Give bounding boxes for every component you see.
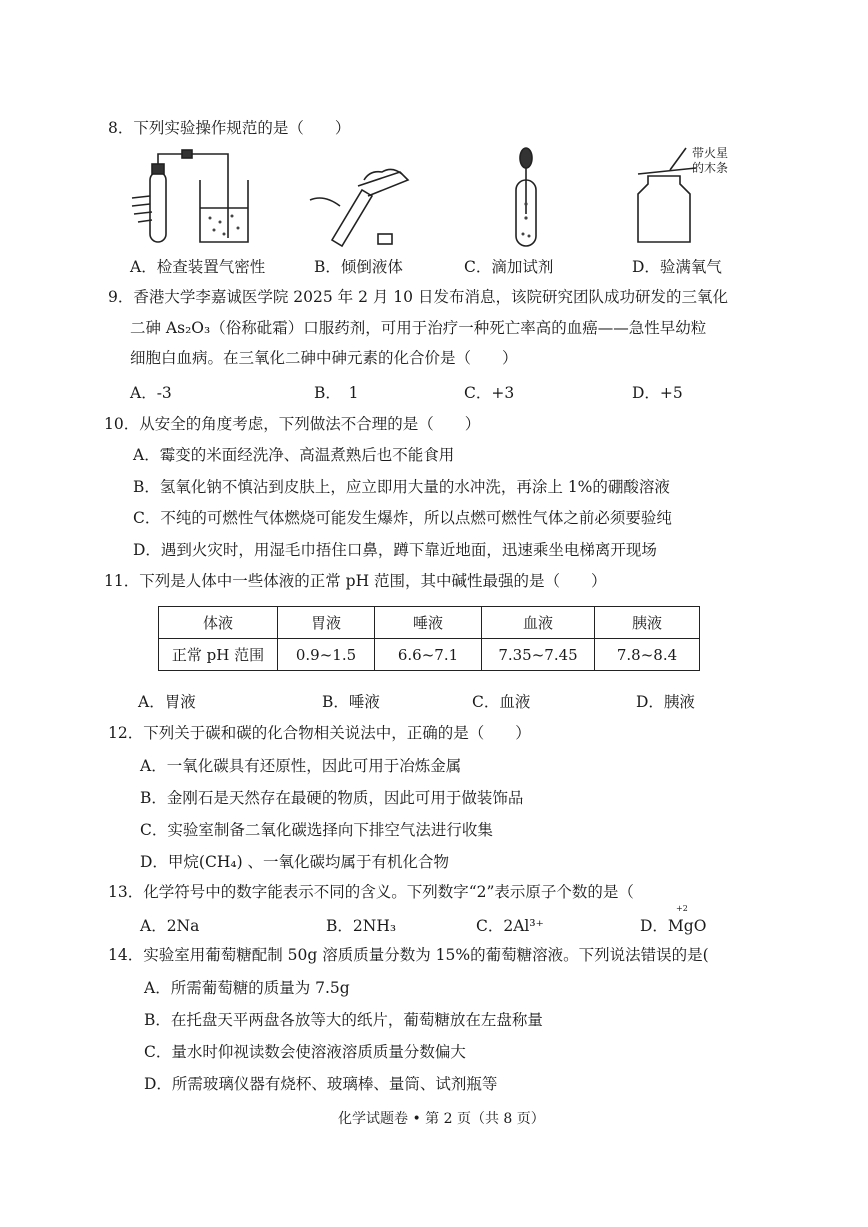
q8-stem: 8．下列实验操作规范的是（ ） bbox=[108, 119, 351, 137]
mg-valence-superscript: +2 bbox=[676, 904, 688, 913]
table-cell: 体液 bbox=[159, 607, 278, 639]
q14-option-d: D．所需玻璃仪器有烧杯、玻璃棒、量筒、试剂瓶等 bbox=[144, 1075, 498, 1093]
q14-option-b: B．在托盘天平两盘各放等大的纸片，葡萄糖放在左盘称量 bbox=[144, 1011, 543, 1029]
q9-option-b: B． 1 bbox=[314, 384, 359, 402]
table-cell: 7.35~7.45 bbox=[482, 639, 595, 671]
q9-line3: 细胞白血病。在三氧化二砷中砷元素的化合价是（ ） bbox=[130, 349, 518, 367]
q8-option-d: D．验满氧气 bbox=[632, 258, 722, 276]
q12-stem: 12．下列关于碳和碳的化合物相关说法中，正确的是（ ） bbox=[108, 724, 531, 742]
q11-option-d: D．胰液 bbox=[636, 693, 695, 711]
q12-option-b: B．金刚石是天然存在最硬的物质，因此可用于做装饰品 bbox=[140, 789, 524, 807]
q8-option-c: C．滴加试剂 bbox=[464, 258, 554, 276]
q14-stem: 14．实验室用葡萄糖配制 50g 溶质质量分数为 15%的葡萄糖溶液。下列说法错误的是( bbox=[108, 946, 709, 964]
pouring-liquid-figure bbox=[310, 150, 420, 250]
q9-option-a: A．-3 bbox=[130, 384, 172, 402]
page-footer: 化学试题卷 • 第 2 页（共 8 页） bbox=[338, 1111, 545, 1127]
q9-option-c: C．+3 bbox=[464, 384, 515, 402]
table-cell: 血液 bbox=[482, 607, 595, 639]
q9-line2: 二砷 As₂O₃（俗称砒霜）口服药剂，可用于治疗一种死亡率高的血癌——急性早幼粒 bbox=[130, 319, 707, 337]
airtightness-check-figure bbox=[128, 150, 258, 250]
q10-stem: 10．从安全的角度考虑，下列做法不合理的是（ ） bbox=[104, 415, 481, 433]
q13-option-d: D．MgO bbox=[640, 917, 707, 935]
splint-label-line2: 的木条 bbox=[692, 161, 729, 175]
q11-option-a: A．胃液 bbox=[138, 693, 196, 711]
q13-option-b: B．2NH₃ bbox=[326, 917, 397, 935]
q12-option-a: A．一氧化碳具有还原性，因此可用于冶炼金属 bbox=[140, 757, 462, 775]
q13-option-c: C．2Al³⁺ bbox=[476, 917, 544, 935]
q10-option-c: C．不纯的可燃性气体燃烧可能发生爆炸，所以点燃可燃性气体之前必须要验纯 bbox=[133, 509, 672, 527]
q9-option-d: D．+5 bbox=[632, 384, 683, 402]
q10-option-d: D．遇到火灾时，用湿毛巾捂住口鼻，蹲下靠近地面，迅速乘坐电梯离开现场 bbox=[133, 541, 657, 559]
q13-stem: 13．化学符号中的数字能表示不同的含义。下列数字“2”表示原子个数的是（ bbox=[108, 883, 634, 901]
q14-option-a: A．所需葡萄糖的质量为 7.5g bbox=[144, 979, 350, 997]
q12-option-c: C．实验室制备二氧化碳选择向下排空气法进行收集 bbox=[140, 821, 493, 839]
q11-option-b: B．唾液 bbox=[322, 693, 380, 711]
ph-range-table bbox=[158, 606, 700, 671]
q13-option-a: A．2Na bbox=[140, 917, 200, 935]
table-cell: 7.8~8.4 bbox=[595, 639, 700, 671]
table-row bbox=[159, 607, 700, 639]
q8-option-b: B．倾倒液体 bbox=[314, 258, 403, 276]
dropping-reagent-figure bbox=[508, 146, 558, 251]
q10-option-a: A．霉变的米面经洗净、高温煮熟后也不能食用 bbox=[133, 446, 455, 464]
table-cell: 胃液 bbox=[278, 607, 375, 639]
splint-label-line1: 带火星 bbox=[692, 146, 729, 160]
table-cell: 0.9~1.5 bbox=[278, 639, 375, 671]
q14-option-c: C．量水时仰视读数会使溶液溶质质量分数偏大 bbox=[144, 1043, 466, 1061]
table-cell: 唾液 bbox=[375, 607, 482, 639]
q11-option-c: C．血液 bbox=[472, 693, 531, 711]
table-cell: 胰液 bbox=[595, 607, 700, 639]
q12-option-d: D．甲烷(CH₄) 、一氧化碳均属于有机化合物 bbox=[140, 853, 450, 871]
q11-stem: 11．下列是人体中一些体液的正常 pH 范围，其中碱性最强的是（ ） bbox=[104, 572, 607, 590]
q10-option-b: B．氢氧化钠不慎沾到皮肤上，应立即用大量的水冲洗，再涂上 1%的硼酸溶液 bbox=[133, 478, 670, 496]
q8-option-a: A．检查装置气密性 bbox=[130, 258, 266, 276]
q9-line1: 9．香港大学李嘉诚医学院 2025 年 2 月 10 日发布消息，该院研究团队成功研发的三氧化 bbox=[108, 288, 728, 306]
table-cell: 正常 pH 范围 bbox=[159, 639, 278, 671]
table-row bbox=[159, 639, 700, 671]
table-cell: 6.6~7.1 bbox=[375, 639, 482, 671]
